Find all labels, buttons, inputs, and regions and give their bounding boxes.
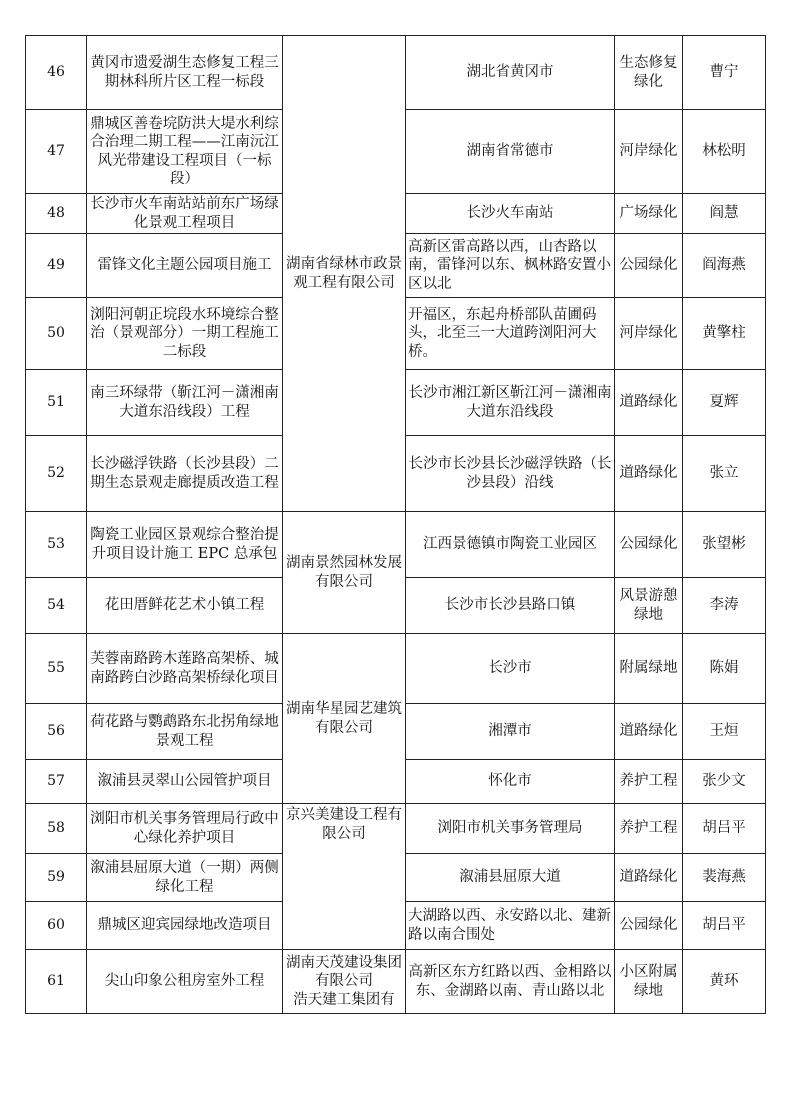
project-leader: 林松明 xyxy=(683,110,766,194)
row-number: 53 xyxy=(26,512,87,578)
greening-type: 道路绿化 xyxy=(615,704,683,760)
project-leader: 黄环 xyxy=(683,950,766,1014)
greening-type: 河岸绿化 xyxy=(615,298,683,370)
project-location: 江西景德镇市陶瓷工业园区 xyxy=(406,512,615,578)
project-name: 鼎城区迎宾园绿地改造项目 xyxy=(87,902,283,950)
project-location: 浏阳市机关事务管理局 xyxy=(406,804,615,854)
project-location: 湘潭市 xyxy=(406,704,615,760)
project-leader: 阎慧 xyxy=(683,194,766,234)
project-leader: 夏辉 xyxy=(683,370,766,436)
project-leader: 胡吕平 xyxy=(683,804,766,854)
company-name: 湖南华星园艺建筑有限公司 xyxy=(283,634,406,804)
table-row xyxy=(26,512,766,578)
project-name: 南三环绿带（靳江河－潇湘南大道东沿线段）工程 xyxy=(87,370,283,436)
greening-type: 风景游憩绿地 xyxy=(615,578,683,634)
row-number: 49 xyxy=(26,234,87,298)
project-name: 黄冈市遗爱湖生态修复工程三期林科所片区工程一标段 xyxy=(87,36,283,110)
project-location: 开福区，东起舟桥部队苗圃码头，北至三一大道跨浏阳河大桥。 xyxy=(406,298,615,370)
company-name: 京兴美建设工程有限公司 xyxy=(283,804,406,950)
project-name: 花田厝鲜花艺术小镇工程 xyxy=(87,578,283,634)
project-name: 浏阳河朝正垸段水环境综合整治（景观部分）一期工程施工二标段 xyxy=(87,298,283,370)
company-name: 湖南省绿林市政景观工程有限公司 xyxy=(283,36,406,512)
project-leader: 张立 xyxy=(683,436,766,512)
project-leader: 曹宁 xyxy=(683,36,766,110)
project-leader: 王烜 xyxy=(683,704,766,760)
project-location: 溆浦县屈原大道 xyxy=(406,854,615,902)
row-number: 61 xyxy=(26,950,87,1014)
project-name: 荷花路与鹦鹉路东北拐角绿地景观工程 xyxy=(87,704,283,760)
row-number: 54 xyxy=(26,578,87,634)
project-leader: 张少文 xyxy=(683,760,766,804)
project-location: 大湖路以西、永安路以北、建新路以南合围处 xyxy=(406,902,615,950)
project-location: 怀化市 xyxy=(406,760,615,804)
table-row xyxy=(26,634,766,704)
row-number: 47 xyxy=(26,110,87,194)
project-location: 长沙火车南站 xyxy=(406,194,615,234)
greening-type: 公园绿化 xyxy=(615,234,683,298)
project-leader: 胡吕平 xyxy=(683,902,766,950)
greening-type: 公园绿化 xyxy=(615,902,683,950)
table-row xyxy=(26,950,766,1014)
row-number: 52 xyxy=(26,436,87,512)
greening-type: 河岸绿化 xyxy=(615,110,683,194)
greening-type: 养护工程 xyxy=(615,760,683,804)
greening-type: 广场绿化 xyxy=(615,194,683,234)
project-location: 高新区东方红路以西、金相路以东、金湖路以南、青山路以北 xyxy=(406,950,615,1014)
project-name: 溆浦县屈原大道（一期）两侧绿化工程 xyxy=(87,854,283,902)
project-location: 长沙市长沙县路口镇 xyxy=(406,578,615,634)
project-name: 鼎城区善卷垸防洪大堤水利综合治理二期工程——江南沅江风光带建设工程项目（一标段） xyxy=(87,110,283,194)
project-leader: 张望彬 xyxy=(683,512,766,578)
row-number: 60 xyxy=(26,902,87,950)
table-row xyxy=(26,36,766,110)
greening-type: 道路绿化 xyxy=(615,436,683,512)
project-name: 尖山印象公租房室外工程 xyxy=(87,950,283,1014)
row-number: 57 xyxy=(26,760,87,804)
company-name: 湖南天茂建设集团有限公司 浩天建工集团有 xyxy=(283,950,406,1014)
greening-type: 生态修复绿化 xyxy=(615,36,683,110)
project-name: 雷锋文化主题公园项目施工 xyxy=(87,234,283,298)
row-number: 59 xyxy=(26,854,87,902)
project-location: 长沙市 xyxy=(406,634,615,704)
project-leader: 李涛 xyxy=(683,578,766,634)
row-number: 48 xyxy=(26,194,87,234)
row-number: 55 xyxy=(26,634,87,704)
project-name: 芙蓉南路跨木莲路高架桥、城南路跨白沙路高架桥绿化项目 xyxy=(87,634,283,704)
table-row xyxy=(26,804,766,854)
greening-type: 小区附属绿地 xyxy=(615,950,683,1014)
project-leader: 陈娟 xyxy=(683,634,766,704)
project-name: 溆浦县灵翠山公园管护项目 xyxy=(87,760,283,804)
company-name: 湖南景然园林发展有限公司 xyxy=(283,512,406,634)
project-leader: 阎海燕 xyxy=(683,234,766,298)
row-number: 50 xyxy=(26,298,87,370)
project-location: 湖南省常德市 xyxy=(406,110,615,194)
project-name: 陶瓷工业园区景观综合整治提升项目设计施工 EPC 总承包 xyxy=(87,512,283,578)
project-location: 高新区雷高路以西，山杏路以南，雷锋河以东、枫林路安置小区以北 xyxy=(406,234,615,298)
project-name: 长沙磁浮铁路（长沙县段）二期生态景观走廊提质改造工程 xyxy=(87,436,283,512)
row-number: 46 xyxy=(26,36,87,110)
greening-type: 养护工程 xyxy=(615,804,683,854)
project-name: 浏阳市机关事务管理局行政中心绿化养护项目 xyxy=(87,804,283,854)
row-number: 56 xyxy=(26,704,87,760)
row-number: 58 xyxy=(26,804,87,854)
greening-type: 道路绿化 xyxy=(615,854,683,902)
row-number: 51 xyxy=(26,370,87,436)
greening-type: 公园绿化 xyxy=(615,512,683,578)
project-location: 长沙市湘江新区靳江河－潇湘南大道东沿线段 xyxy=(406,370,615,436)
project-leader: 黄擎柱 xyxy=(683,298,766,370)
project-name: 长沙市火车南站站前东广场绿化景观工程项目 xyxy=(87,194,283,234)
award-table xyxy=(25,35,766,1014)
greening-type: 附属绿地 xyxy=(615,634,683,704)
project-location: 长沙市长沙县长沙磁浮铁路（长沙县段）沿线 xyxy=(406,436,615,512)
greening-type: 道路绿化 xyxy=(615,370,683,436)
project-leader: 裴海燕 xyxy=(683,854,766,902)
project-location: 湖北省黄冈市 xyxy=(406,36,615,110)
